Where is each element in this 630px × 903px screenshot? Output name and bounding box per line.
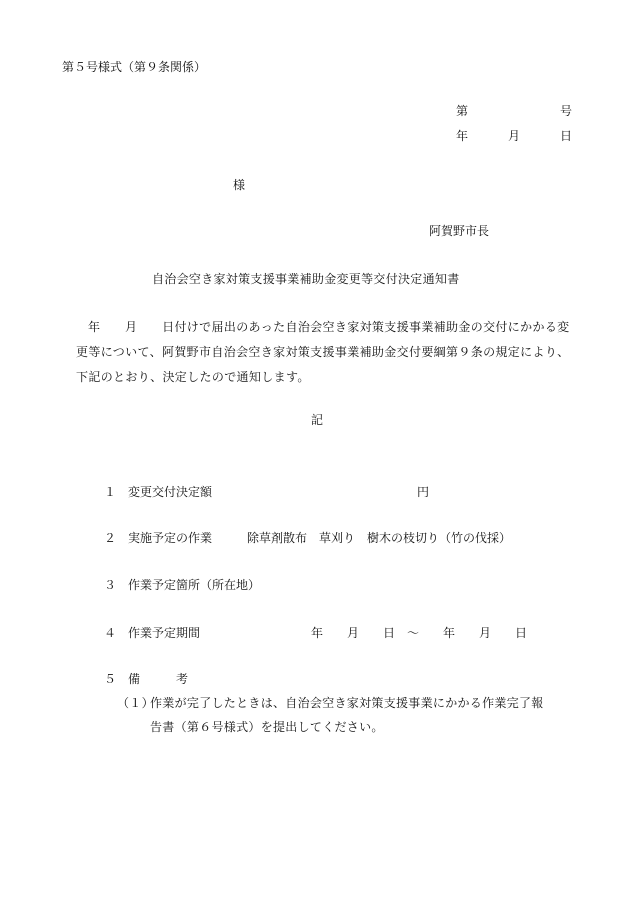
- note-marker: （１）: [117, 696, 154, 710]
- doc-number-prefix: 第: [456, 104, 469, 118]
- item-1-number: １: [104, 485, 117, 499]
- issue-date: [456, 128, 572, 144]
- item-3-number: ３: [104, 578, 117, 592]
- document-title: 自治会空き家対策支援事業補助金変更等交付決定通知書: [152, 272, 460, 286]
- item-4-number: ４: [104, 626, 117, 640]
- item-2: [104, 530, 212, 546]
- document-number: [456, 103, 572, 119]
- item-2-label: 実施予定の作業: [128, 531, 213, 545]
- date-month: 月: [507, 129, 520, 143]
- item-5: [104, 671, 188, 687]
- note-line-2: 告書（第６号様式）を提出してください。: [150, 720, 384, 734]
- item-2-number: ２: [104, 531, 117, 545]
- body-paragraph: [76, 315, 576, 390]
- item-3-label: 作業予定箇所（所在地）: [128, 578, 261, 592]
- item-1-unit: 円: [417, 485, 430, 499]
- item-1: [104, 484, 212, 500]
- doc-number-suffix: 号: [559, 104, 572, 118]
- date-year: 年: [456, 129, 469, 143]
- recipient-suffix: 様: [233, 178, 246, 192]
- item-5-number: ５: [104, 672, 117, 686]
- remark-note: [117, 691, 579, 739]
- item-5-label: 備 考: [128, 672, 189, 686]
- item-4: [104, 625, 200, 641]
- body-text: 年 月 日付けで届出のあった自治会空き家対策支援事業補助金の交付にかかる変更等について、阿賀野市自治会空き家対策支援事業補助金交付要綱第９条の規定により、下記のとおり、決定したので通知します。: [76, 320, 570, 384]
- note-line-1: 作業が完了したときは、自治会空き家対策支援事業にかかる作業完了報: [150, 696, 544, 710]
- item-2-works: 除草剤散布 草刈り 樹木の枝切り（竹の伐採）: [247, 531, 512, 545]
- date-day: 日: [559, 129, 572, 143]
- item-1-label: 変更交付決定額: [128, 485, 213, 499]
- item-4-period: 年 月 日 ～ 年 月 日: [311, 626, 528, 640]
- ki-heading: 記: [311, 413, 324, 427]
- item-3: [104, 577, 260, 593]
- item-4-label: 作業予定期間: [128, 626, 201, 640]
- issuer: 阿賀野市長: [429, 224, 490, 238]
- form-label: 第５号様式（第９条関係）: [62, 60, 207, 74]
